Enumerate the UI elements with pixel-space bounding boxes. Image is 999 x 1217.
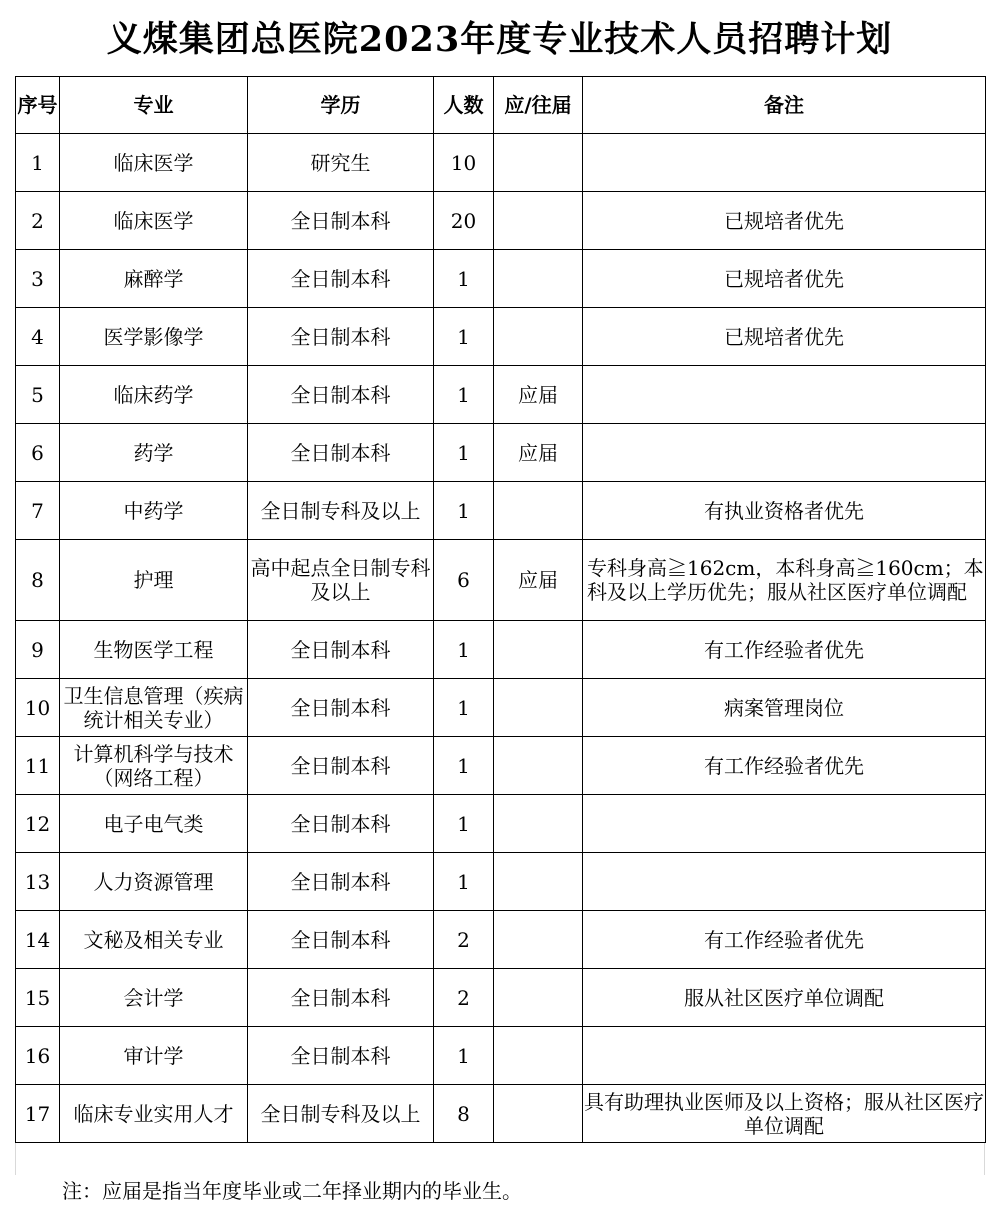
cell-education: 全日制本科: [248, 424, 434, 482]
cell-note: 有工作经验者优先: [583, 737, 986, 795]
cell-note: 有工作经验者优先: [583, 621, 986, 679]
header-education: 学历: [248, 77, 434, 134]
cell-education: 全日制本科: [248, 969, 434, 1027]
cell-count: 1: [434, 250, 494, 308]
cell-education: 全日制本科: [248, 1027, 434, 1085]
table-row: [16, 540, 986, 621]
cell-note: [583, 795, 986, 853]
cell-note: 有工作经验者优先: [583, 911, 986, 969]
cell-seq: 7: [16, 482, 60, 540]
cell-grad: [494, 911, 583, 969]
cell-major: 麻醉学: [60, 250, 248, 308]
cell-seq: 16: [16, 1027, 60, 1085]
header-note: 备注: [583, 77, 986, 134]
cell-seq: 8: [16, 540, 60, 621]
cell-seq: 14: [16, 911, 60, 969]
table-row: [16, 911, 986, 969]
cell-note: 病案管理岗位: [583, 679, 986, 737]
cell-grad: [494, 1027, 583, 1085]
cell-grad: [494, 795, 583, 853]
cell-grad: 应届: [494, 540, 583, 621]
cell-grad: [494, 192, 583, 250]
cell-count: 10: [434, 134, 494, 192]
cell-grad: [494, 250, 583, 308]
cell-count: 6: [434, 540, 494, 621]
cell-grad: [494, 853, 583, 911]
cell-major: 文秘及相关专业: [60, 911, 248, 969]
cell-major: 计算机科学与技术（网络工程）: [60, 737, 248, 795]
cell-note: [583, 424, 986, 482]
cell-major: 审计学: [60, 1027, 248, 1085]
cell-seq: 15: [16, 969, 60, 1027]
cell-note: [583, 134, 986, 192]
cell-education: 研究生: [248, 134, 434, 192]
cell-count: 1: [434, 679, 494, 737]
cell-count: 1: [434, 366, 494, 424]
cell-major: 人力资源管理: [60, 853, 248, 911]
cell-education: 全日制本科: [248, 737, 434, 795]
cell-education: 全日制专科及以上: [248, 1085, 434, 1143]
cell-education: 全日制本科: [248, 250, 434, 308]
cell-grad: [494, 969, 583, 1027]
cell-count: 8: [434, 1085, 494, 1143]
cell-note: 已规培者优先: [583, 308, 986, 366]
cell-grad: [494, 1085, 583, 1143]
cell-major: 护理: [60, 540, 248, 621]
cell-education: 全日制本科: [248, 366, 434, 424]
recruitment-table: [15, 76, 986, 1143]
cell-seq: 17: [16, 1085, 60, 1143]
cell-grad: [494, 134, 583, 192]
cell-seq: 6: [16, 424, 60, 482]
header-count: 人数: [434, 77, 494, 134]
cell-major: 临床医学: [60, 192, 248, 250]
table-row: [16, 308, 986, 366]
cell-education: 全日制本科: [248, 911, 434, 969]
cell-note: 已规培者优先: [583, 192, 986, 250]
cell-major: 电子电气类: [60, 795, 248, 853]
cell-major: 临床医学: [60, 134, 248, 192]
cell-note: 有执业资格者优先: [583, 482, 986, 540]
cell-note: 服从社区医疗单位调配: [583, 969, 986, 1027]
cell-major: 医学影像学: [60, 308, 248, 366]
cell-note: 具有助理执业医师及以上资格；服从社区医疗单位调配: [583, 1085, 986, 1143]
cell-education: 全日制本科: [248, 795, 434, 853]
cell-note: 专科身高≧162cm，本科身高≧160cm；本科及以上学历优先；服从社区医疗单位调配: [583, 540, 986, 621]
cell-note: [583, 1027, 986, 1085]
cell-major: 中药学: [60, 482, 248, 540]
cell-seq: 5: [16, 366, 60, 424]
table-row: [16, 192, 986, 250]
cell-education: 全日制本科: [248, 853, 434, 911]
cell-seq: 4: [16, 308, 60, 366]
cell-grad: [494, 737, 583, 795]
table-header-row: [16, 77, 986, 134]
table-row: [16, 853, 986, 911]
cell-education: 高中起点全日制专科及以上: [248, 540, 434, 621]
cell-major: 会计学: [60, 969, 248, 1027]
cell-count: 1: [434, 737, 494, 795]
cell-count: 1: [434, 424, 494, 482]
cell-count: 2: [434, 911, 494, 969]
table-row: [16, 679, 986, 737]
cell-note: [583, 853, 986, 911]
cell-count: 1: [434, 482, 494, 540]
cell-count: 1: [434, 621, 494, 679]
cell-seq: 13: [16, 853, 60, 911]
cell-seq: 12: [16, 795, 60, 853]
cell-grad: [494, 679, 583, 737]
cell-major: 药学: [60, 424, 248, 482]
cell-seq: 2: [16, 192, 60, 250]
cell-count: 1: [434, 308, 494, 366]
cell-grad: [494, 482, 583, 540]
cell-education: 全日制本科: [248, 621, 434, 679]
table-body: [16, 134, 986, 1143]
cell-count: 1: [434, 1027, 494, 1085]
table-row: [16, 737, 986, 795]
header-grad: 应/往届: [494, 77, 583, 134]
cell-major: 生物医学工程: [60, 621, 248, 679]
header-major: 专业: [60, 77, 248, 134]
header-seq: 序号: [16, 77, 60, 134]
table-row: [16, 424, 986, 482]
cell-count: 1: [434, 795, 494, 853]
cell-education: 全日制专科及以上: [248, 482, 434, 540]
footnote: 注：应届是指当年度毕业或二年择业期内的毕业生。: [62, 1179, 522, 1203]
table-row: [16, 1085, 986, 1143]
cell-education: 全日制本科: [248, 192, 434, 250]
cell-grad: 应届: [494, 366, 583, 424]
cell-seq: 9: [16, 621, 60, 679]
spacer-row: [15, 1143, 985, 1175]
cell-education: 全日制本科: [248, 679, 434, 737]
cell-major: 临床专业实用人才: [60, 1085, 248, 1143]
cell-grad: [494, 621, 583, 679]
table-row: [16, 482, 986, 540]
page-title: 义煤集团总医院2023年度专业技术人员招聘计划: [106, 19, 893, 60]
table-row: [16, 969, 986, 1027]
cell-seq: 1: [16, 134, 60, 192]
table-row: [16, 366, 986, 424]
table-row: [16, 134, 986, 192]
table-row: [16, 795, 986, 853]
cell-count: 2: [434, 969, 494, 1027]
cell-grad: 应届: [494, 424, 583, 482]
cell-education: 全日制本科: [248, 308, 434, 366]
cell-grad: [494, 308, 583, 366]
cell-seq: 3: [16, 250, 60, 308]
cell-count: 20: [434, 192, 494, 250]
cell-note: 已规培者优先: [583, 250, 986, 308]
table-row: [16, 621, 986, 679]
cell-seq: 11: [16, 737, 60, 795]
cell-major: 临床药学: [60, 366, 248, 424]
cell-major: 卫生信息管理（疾病统计相关专业）: [60, 679, 248, 737]
cell-note: [583, 366, 986, 424]
table-row: [16, 1027, 986, 1085]
cell-seq: 10: [16, 679, 60, 737]
cell-count: 1: [434, 853, 494, 911]
table-row: [16, 250, 986, 308]
